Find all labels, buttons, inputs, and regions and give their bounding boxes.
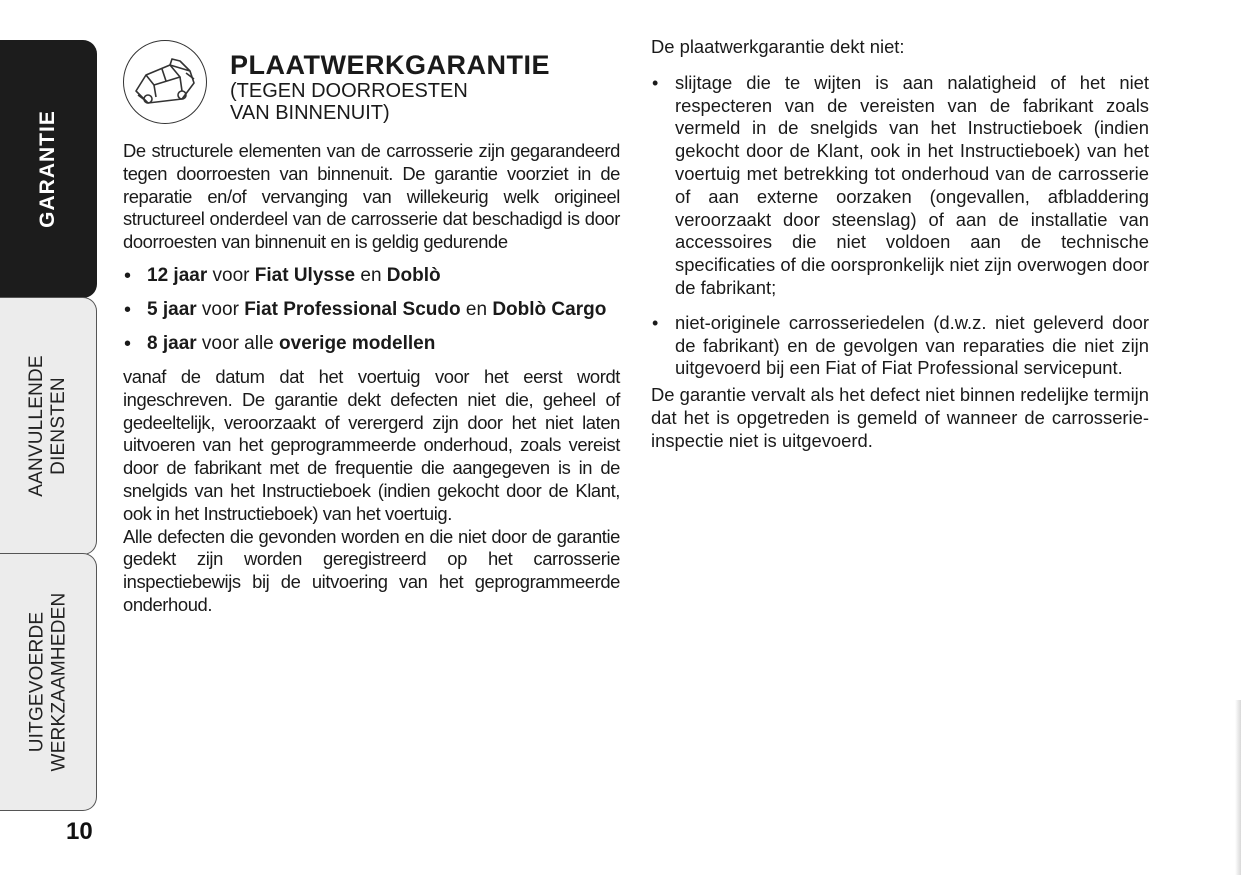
tab-label-line: WERKZAAMHEDEN: [48, 592, 70, 772]
section-header: [123, 40, 620, 140]
closing-paragraph: De garantie vervalt als het defect niet binnen redelijke termijn dat het is opgetreden is gemeld of wanneer de carrosserie-inspectie niet is uitgevoerd.: [651, 384, 1149, 451]
page-number: 10: [66, 818, 93, 845]
exclusions-list: [651, 72, 1149, 380]
bold-text: overige modellen: [279, 332, 436, 354]
text: voor: [196, 298, 245, 320]
list-item: [123, 264, 620, 288]
tab-garantie[interactable]: [0, 40, 97, 298]
car-body-icon: [123, 40, 207, 124]
bold-text: 8 jaar: [147, 332, 197, 354]
text: en: [355, 264, 387, 286]
exclusions-intro: De plaatwerkgarantie dekt niet:: [651, 36, 905, 57]
bold-text: Doblò Cargo: [492, 298, 607, 320]
bold-text: 5 jaar: [147, 298, 197, 320]
tab-uitgevoerde-werkzaamheden[interactable]: [0, 553, 97, 811]
tab-label-line: AANVULLENDE: [26, 355, 47, 497]
section-subtitle-line: VAN BINNENUIT): [230, 102, 390, 124]
tab-uitgevoerde-werkzaamheden-label: [26, 593, 70, 772]
page-edge-shadow: [1235, 700, 1241, 875]
tab-aanvullende-diensten-label: [26, 355, 70, 497]
bold-text: Doblò: [386, 264, 441, 286]
bold-text: Fiat Ulysse: [254, 264, 356, 286]
section-subtitle-line: (TEGEN DOORROESTEN: [230, 80, 468, 102]
intro-paragraph: De structurele elementen van de carrosserie zijn gegarandeerd tegen doorroesten van binnenuit. De garantie voorziet in de reparatie en/of vervanging van willekeurig welk origineel structureel onderdeel van de carrosserie dat beschadigd is door doorroesten van binnenuit en is geldig gedurende: [123, 140, 620, 253]
tab-garantie-label: GARANTIE: [36, 110, 60, 228]
tab-aanvullende-diensten[interactable]: [0, 297, 97, 555]
right-column: [651, 36, 1149, 453]
list-item: [123, 332, 620, 356]
tab-label-line: UITGEVOERDE: [26, 611, 48, 753]
list-item: • niet-originele carrosseriedelen (d.w.z. niet geleverd door de fabrikant) en de gevolgen van reparaties die niet zijn uitgevoerd bij een Fiat of Fiat Professional servicepunt.: [651, 312, 1149, 380]
bold-text: Fiat Professional Scudo: [244, 298, 461, 320]
left-column: [123, 40, 620, 617]
bold-text: 12 jaar: [147, 264, 208, 286]
list-item: • slijtage die te wijten is aan nalatigheid of het niet respecteren van de vereisten van de fabrikant zoals vermeld in de snelgids van het Instructieboek (indien gekocht door de Klant, ook in het Instructieboek) van het voertuig met betrekking tot onderhoud van de carrosserie of aan externe oorzaken (ongevallen, afbladdering veroorzaakt door steenslag) of aan de installatie van accessoires die niet voldoen aan de technische specificaties of die oorspronkelijk niet zijn overwogen door de fabrikant;: [651, 72, 1149, 300]
text: voor: [207, 264, 255, 286]
section-heading: [230, 50, 550, 124]
body-paragraph: Alle defecten die gevonden worden en die niet door de garantie gedekt zijn worden geregistreerd op het carrosserie inspectiebewijs bij de uitvoering van het geprogrammeerde onderhoud.: [123, 525, 620, 615]
text: en: [460, 298, 493, 320]
list-item: [123, 298, 620, 322]
text: voor alle: [196, 332, 280, 354]
tab-label-line: DIENSTEN: [48, 377, 69, 475]
warranty-period-list: [123, 264, 620, 356]
section-title: PLAATWERKGARANTIE: [230, 50, 550, 80]
body-paragraph: vanaf de datum dat het voertuig voor het eerst wordt ingeschreven. De garantie dekt defecten niet die, geheel of gedeeltelijk, veroorzaakt of verergerd zijn door het niet laten uitvoeren van het geprogrammeerde onderhoud, zoals vereist door de fabrikant met de frequentie die aangegeven is in de snelgids van het Instructieboek (indien gekocht door de Klant, ook in het Instructieboek) van het voertuig.: [123, 365, 620, 524]
